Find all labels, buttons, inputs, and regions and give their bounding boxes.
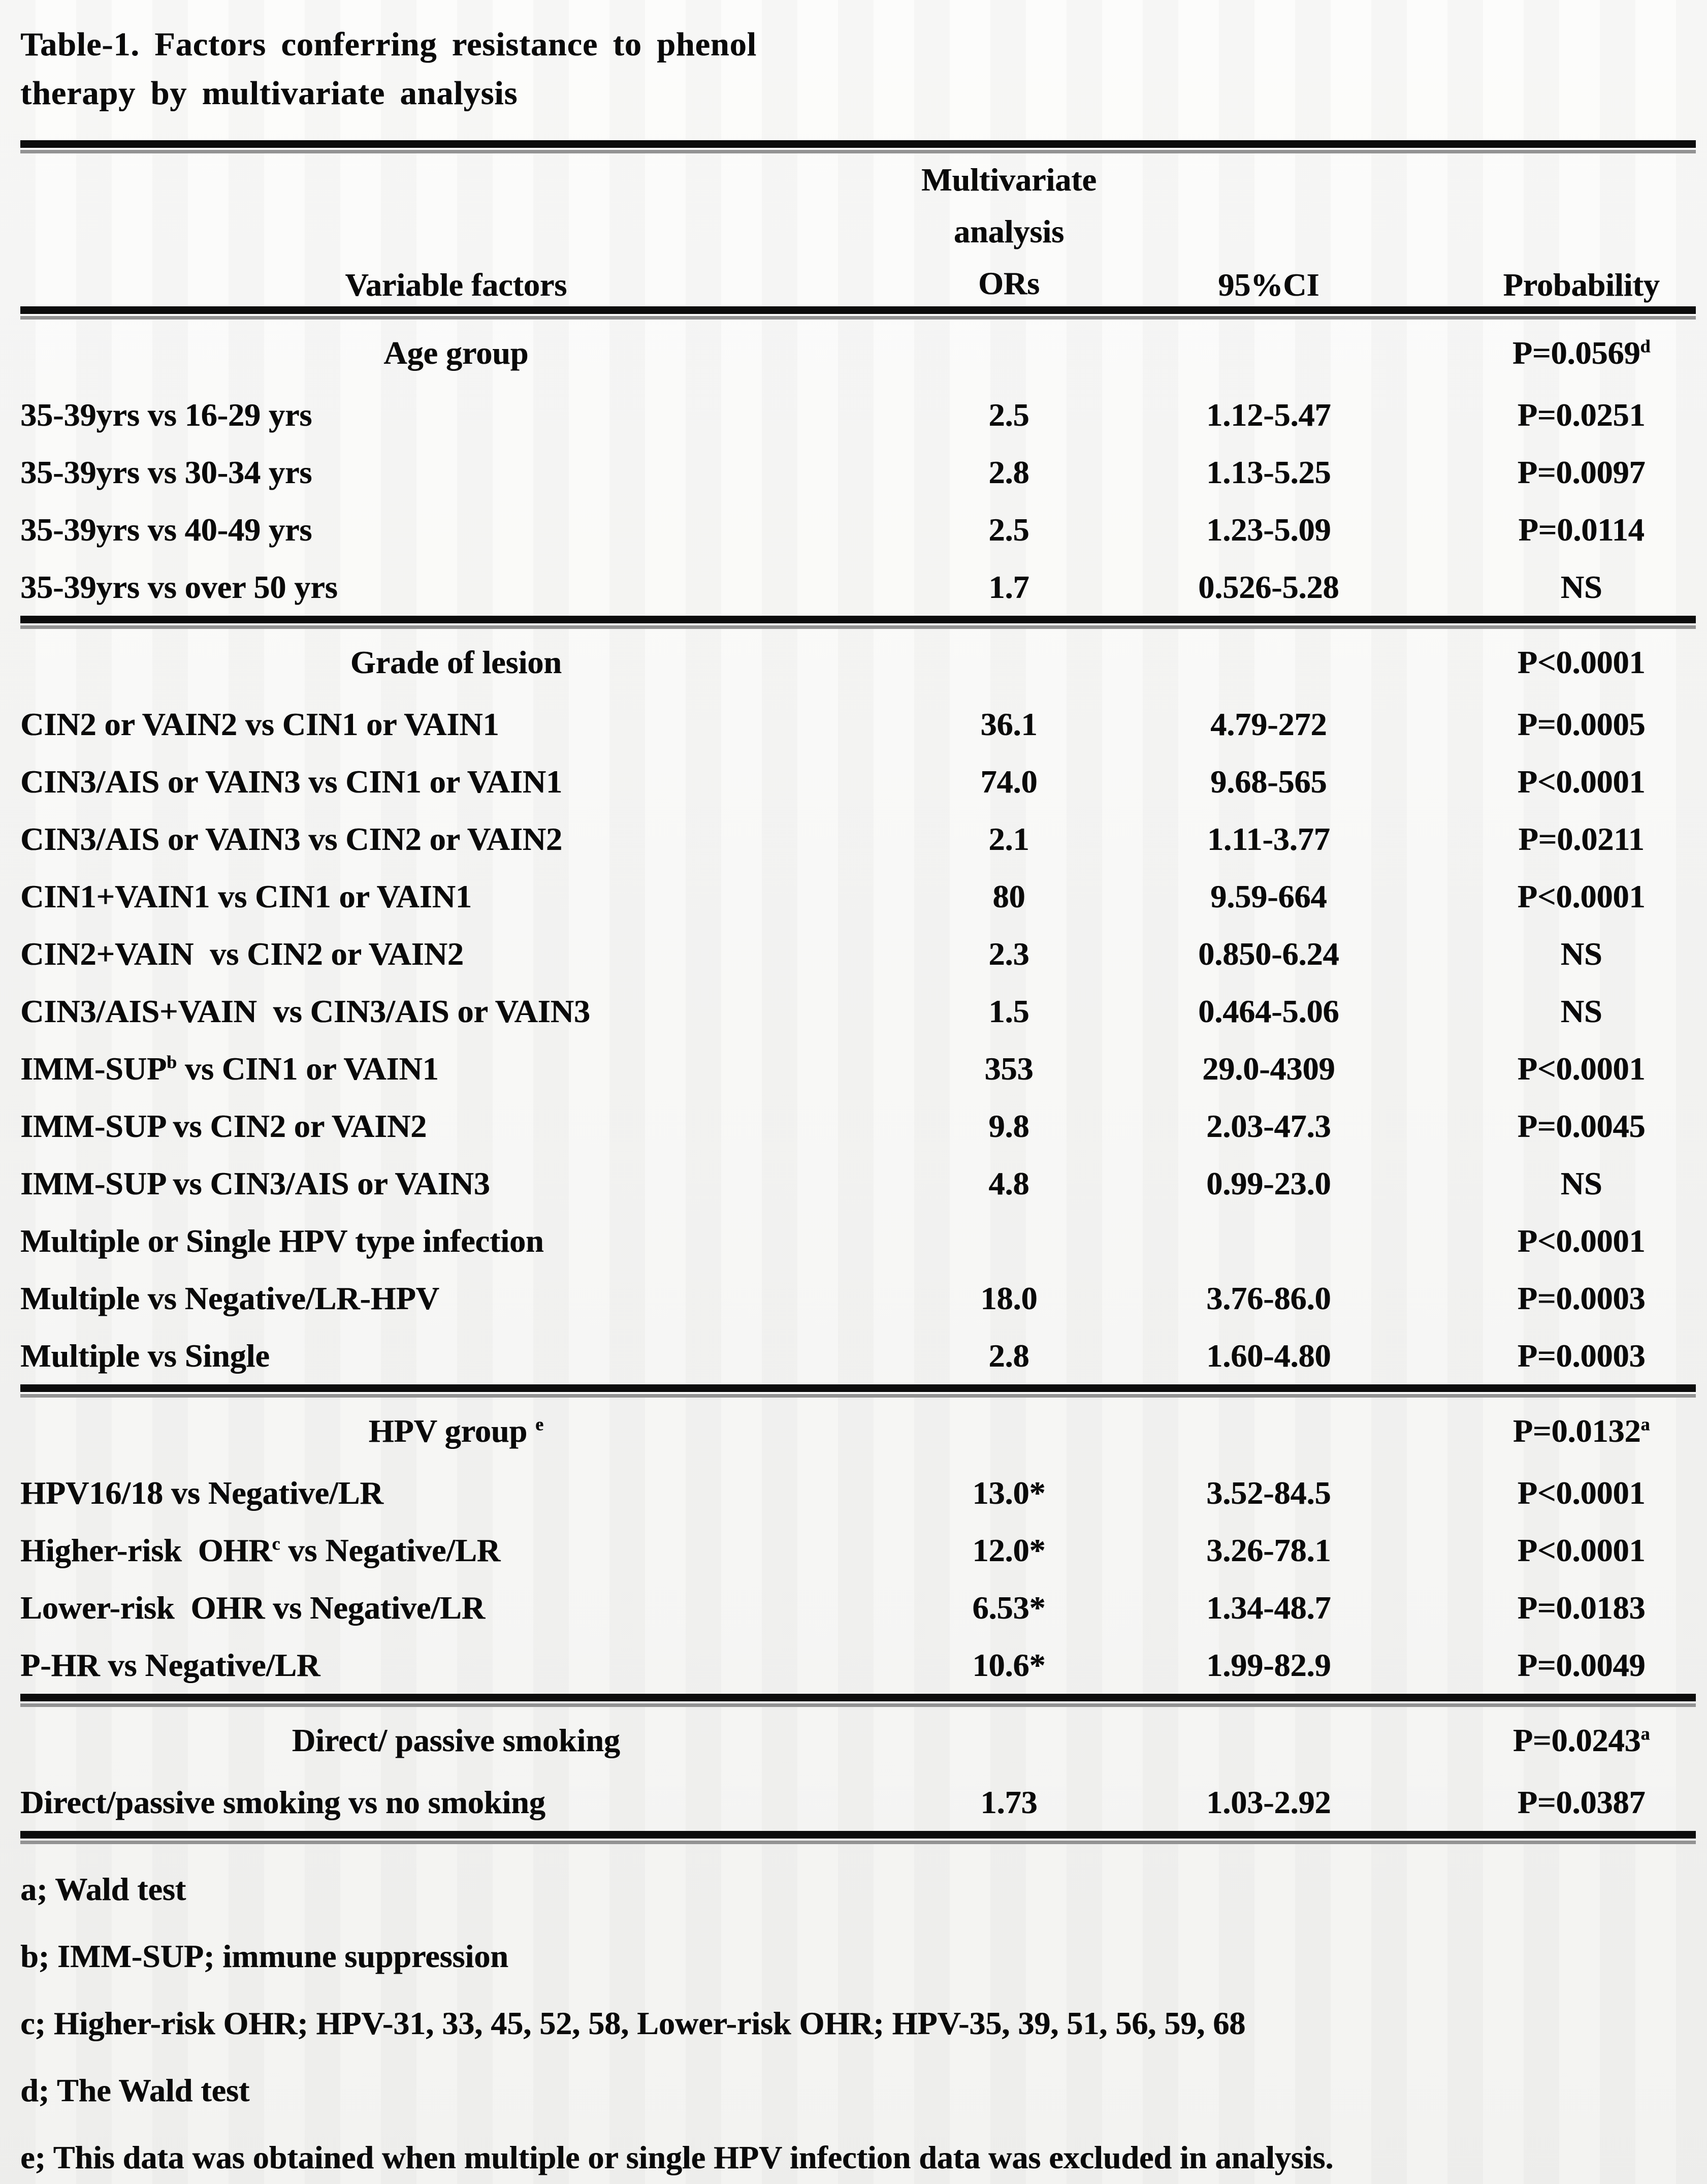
footnote-b: b; IMM-SUP; immune suppression [20,1938,508,1974]
multivariate-label-line2: analysis [953,213,1064,249]
table-body [20,320,1696,1831]
footnote-c: c; Higher-risk OHR; HPV-31, 33, 45, 52, 58, Lower-risk OHR; HPV-35, 39, 51, 56, 59, 68 [20,2005,1246,2041]
table-row: IMM-SUP vs CIN2 or VAIN2 9.8 2.03-47.3 P=0.0045 [20,1107,1646,1144]
footnote-e: e; This data was obtained when multiple or single HPV infection data was excluded in analysis. [20,2139,1334,2175]
col-header-probability: Probability [1503,267,1660,303]
table-row: Multiple vs Negative/LR-HPV 18.0 3.76-86.0 P=0.0003 [20,1280,1646,1316]
section-divider [20,1384,1696,1398]
table-row: Multiple or Single HPV type infection P<0.0001 [20,1222,1646,1259]
table-row: Multiple vs Single 2.8 1.60-4.80 P=0.0003 [20,1337,1646,1374]
table-row: 35-39yrs vs over 50 yrs 1.7 0.526-5.28 NS [20,568,1602,605]
section-header-row-hpv-group: HPV group $^e$ P=0.0132$^a$ [368,1413,1650,1449]
multivariate-label-line1: Multivariate [921,162,1097,198]
divider-top [20,140,1696,154]
table-row: CIN1+VAIN1 vs CIN1 or VAIN1 80 9.59-664 P<0.0001 [20,878,1646,914]
section-divider [20,1694,1696,1707]
col-header-ors: ORs [978,265,1040,301]
table-title [20,20,1696,118]
table-title-line2: therapy by multivariate analysis [20,75,518,112]
footnote-a: a; Wald test [20,1871,186,1907]
table-row: Direct/passive smoking vs no smoking 1.73 1.03-2.92 P=0.0387 [20,1784,1646,1820]
table-header [20,154,1696,306]
table-row: 35-39yrs vs 40-49 yrs 2.5 1.23-5.09 P=0.0114 [20,511,1645,548]
table-row: CIN3/AIS+VAIN vs CIN3/AIS or VAIN3 1.5 0.464-5.06 NS [20,993,1602,1029]
table-row: CIN3/AIS or VAIN3 vs CIN1 or VAIN1 74.0 9.68-565 P<0.0001 [20,763,1646,800]
section-divider [20,616,1696,629]
table-row: HPV16/18 vs Negative/LR 13.0* 3.52-84.5 P<0.0001 [20,1474,1646,1511]
section-header-row-smoking: Direct/ passive smoking P=0.0243$^a$ [292,1722,1650,1758]
table-row: IMM-SUP$^b$ vs CIN1 or VAIN1 353 29.0-4309 P<0.0001 [20,1050,1646,1087]
col-header-95ci: 95%CI [1218,267,1319,303]
col-header-multivariate-ors [891,154,1126,309]
section-header-row-grade-of-lesion: Grade of lesion P<0.0001 [350,644,1646,680]
table-row: Lower-risk OHR vs Negative/LR 6.53* 1.34-48.7 P=0.0183 [20,1589,1646,1626]
table-row: 35-39yrs vs 30-34 yrs 2.8 1.13-5.25 P=0.0097 [20,454,1646,490]
col-header-variable-factors: Variable factors [345,267,567,303]
footnote-d: d; The Wald test [20,2072,250,2108]
table-title-line1: Table-1. Factors conferring resistance to phenol [20,26,757,63]
table-row: CIN3/AIS or VAIN3 vs CIN2 or VAIN2 2.1 1.11-3.77 P=0.0211 [20,820,1645,857]
table-row: Higher-risk OHR$^c$ vs Negative/LR 12.0* 3.26-78.1 P<0.0001 [20,1532,1646,1568]
footnotes [20,1856,1696,2184]
table-row: IMM-SUP vs CIN3/AIS or VAIN3 4.8 0.99-23.0 NS [20,1165,1602,1201]
divider-bottom [20,1831,1696,1845]
table-row: 35-39yrs vs 16-29 yrs 2.5 1.12-5.47 P=0.0251 [20,396,1646,433]
table-row: CIN2+VAIN vs CIN2 or VAIN2 2.3 0.850-6.24 NS [20,935,1602,972]
section-header-row-age-group: Age group P=0.0569$^d$ [383,335,1651,371]
table-row: CIN2 or VAIN2 vs CIN1 or VAIN1 36.1 4.79-272 P=0.0005 [20,706,1646,742]
table-row: P-HR vs Negative/LR 10.6* 1.99-82.9 P=0.0049 [20,1647,1646,1683]
